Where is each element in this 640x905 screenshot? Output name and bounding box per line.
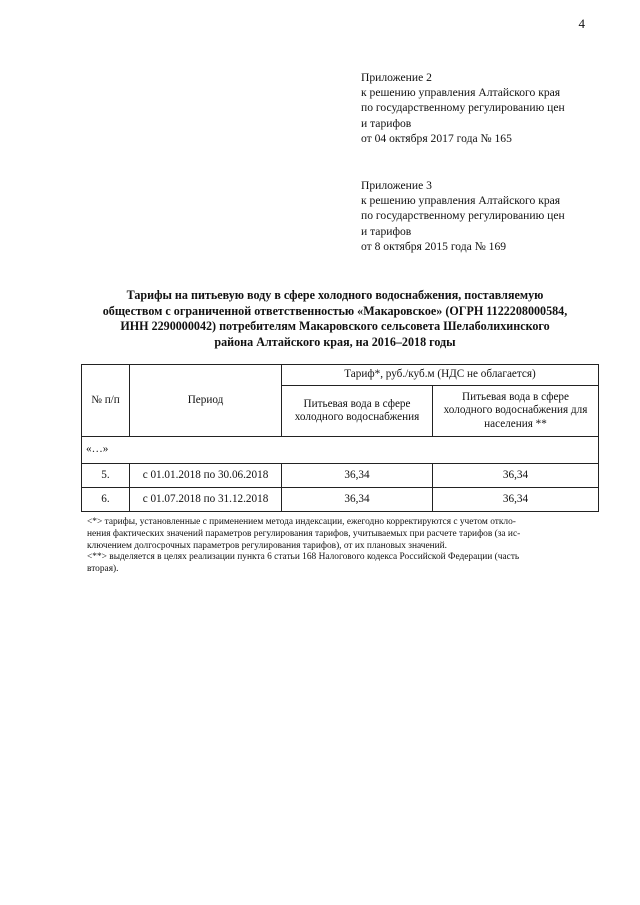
appendix-2-header xyxy=(361,70,601,146)
row-tariff-2: 36,34 xyxy=(433,488,599,512)
row-tariff-1: 36,34 xyxy=(282,488,433,512)
header-num: № п/п xyxy=(82,365,130,437)
appendix-3-line: Приложение 3 xyxy=(361,179,432,192)
footnote-line: ключением долгосрочных параметров регулирования тарифов), от их плановых значений. xyxy=(87,540,448,551)
row-num: 5. xyxy=(82,464,130,488)
page-number: 4 xyxy=(578,16,585,31)
title-line: Тарифы на питьевую воду в сфере холодного водоснабжения, поставляемую xyxy=(126,288,544,302)
appendix-3-line: по государственному регулированию цен xyxy=(361,209,565,223)
tariff-table xyxy=(81,364,599,512)
footnote-line: <*> тарифы, установленные с применением метода индексации, ежегодно корректируются с учетом откло- xyxy=(87,517,516,527)
row-period: с 01.01.2018 по 30.06.2018 xyxy=(130,464,282,488)
title-line: ИНН 2290000042) потребителям Макаровского сельсовета Шелаболихинского xyxy=(120,319,550,334)
header-period: Период xyxy=(130,365,282,437)
title-line: обществом с ограниченной ответственностью «Макаровское» (ОГРН 1122208000584, xyxy=(102,303,568,318)
appendix-2-line: по государственному регулированию цен xyxy=(361,101,565,115)
table-ellipsis-row xyxy=(82,437,599,464)
footnote-line: вторая). xyxy=(87,564,119,575)
appendix-3-line: и тарифов xyxy=(361,224,412,238)
header-tariff-2: Питьевая вода в сфере холодного водоснабжения для населения ** xyxy=(433,386,599,437)
appendix-2-line: и тарифов xyxy=(361,116,412,130)
footnote-line: <**> выделяется в целях реализации пункта 6 статьи 168 Налогового кодекса Российской Федерации (часть xyxy=(87,552,520,563)
footnote-line: нения фактических значений параметров регулирования тарифов, учитываемых при расчете тарифов (за ис- xyxy=(87,528,521,539)
appendix-3-header xyxy=(361,178,601,254)
table-row xyxy=(82,464,599,488)
appendix-2-line: Приложение 2 xyxy=(361,71,432,84)
row-num: 6. xyxy=(82,488,130,512)
footnotes xyxy=(87,517,597,576)
row-tariff-1: 36,34 xyxy=(282,464,433,488)
row-tariff-2: 36,34 xyxy=(433,464,599,488)
table-header-row xyxy=(82,365,599,386)
ellipsis-cell: «…» xyxy=(82,437,599,464)
title-line: района Алтайского края, на 2016–2018 годы xyxy=(214,334,456,349)
appendix-3-line: от 8 октября 2015 года № 169 xyxy=(361,239,507,253)
header-tariff-group: Тариф*, руб./куб.м (НДС не облагается) xyxy=(282,365,599,386)
header-tariff-1: Питьевая вода в сфере холодного водоснабжения xyxy=(282,386,433,437)
appendix-3-line: к решению управления Алтайского края xyxy=(361,194,561,208)
document-title xyxy=(85,288,585,350)
table-row xyxy=(82,488,599,512)
appendix-2-line: от 04 октября 2017 года № 165 xyxy=(361,131,512,145)
row-period: с 01.07.2018 по 31.12.2018 xyxy=(130,488,282,512)
appendix-2-line: к решению управления Алтайского края xyxy=(361,86,561,100)
